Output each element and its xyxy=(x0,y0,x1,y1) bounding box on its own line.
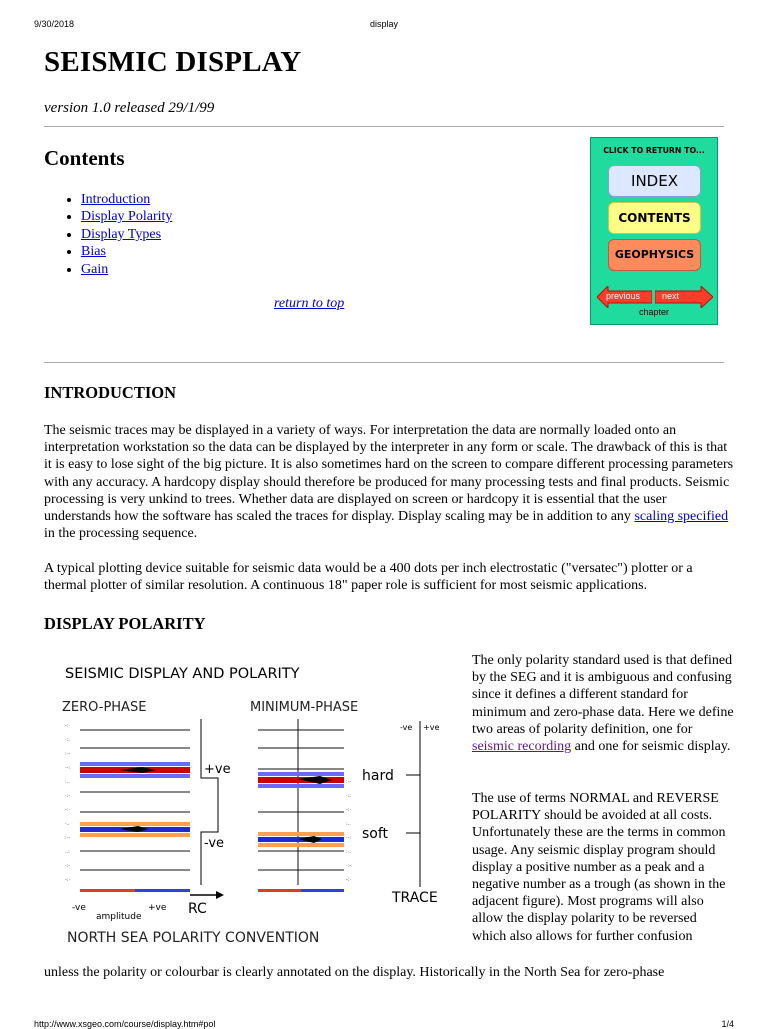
hard-label: hard xyxy=(362,768,394,784)
previous-label: previous xyxy=(606,291,641,301)
trace-label: TRACE xyxy=(392,890,438,906)
rc-label: RC xyxy=(188,901,207,917)
toc-link-bias[interactable]: Bias xyxy=(81,244,106,260)
svg-text::·-: :·- xyxy=(65,835,71,841)
print-url: http://www.xsgeo.com/course/display.htm#pol xyxy=(34,1019,216,1029)
right-arrow-icon xyxy=(216,891,224,899)
svg-text:..:: ..: xyxy=(65,849,70,855)
introduction-paragraph-2: A typical plotting device suitable for seismic data would be a 400 dots per inch electrostatic ("versatec") plotter or a thermal plotter of similar resolution. A continuous 18" paper role is sufficient for most seismic applications. xyxy=(44,561,693,594)
print-date: 9/30/2018 xyxy=(34,19,75,29)
svg-text:-:·: -:· xyxy=(65,877,71,883)
svg-text:·:-: ·:- xyxy=(65,793,71,799)
svg-text:-:·: -:· xyxy=(65,723,71,729)
display-polarity-heading: DISPLAY POLARITY xyxy=(44,614,206,633)
svg-text::·-: :·- xyxy=(65,751,71,757)
print-header xyxy=(0,0,768,29)
trace-minus-label: -ve xyxy=(400,723,413,732)
zero-phase-panel xyxy=(65,719,190,922)
polarity-paragraph-1: The only polarity standard used is that defined by the SEG and it is ambiguous and confusing since it defines a different standard for minimum and zero-phase data. Here we define two areas of polarity definition, one for seismic recording and one for seismic display. xyxy=(472,653,734,755)
introduction-heading: INTRODUCTION xyxy=(44,383,177,402)
geophysics-button[interactable]: GEOPHYSICS xyxy=(608,239,701,271)
svg-text:·:-: ·:- xyxy=(346,863,352,869)
svg-text:·-:: ·-: xyxy=(65,765,71,771)
zero-phase-label: ZERO-PHASE xyxy=(62,700,147,715)
amplitude-label: amplitude xyxy=(96,912,142,922)
table-of-contents xyxy=(44,191,172,278)
chapter-label: chapter xyxy=(638,307,670,317)
svg-text:-:·: -:· xyxy=(346,807,352,813)
colorbar-plus-label: +ve xyxy=(148,903,167,913)
introduction-paragraph-1: The seismic traces may be displayed in a variety of ways. For interpretation the data are normally loaded onto an interpretation workstation so the data can be displayed by the interpreter in any form or scale. The drawback of this is that it is easy to lose sight of the big picture. It is also sometimes hard on the screen to compare different processing parameters with any accuracy. A hardcopy display should therefore be produced for many processing tests and final products. Seismic processing is very unkind to trees. Whether data are displayed on screen or hardcopy it is essential that the user understands how the software has scaled the traces for display. Display scaling may be in addition to any scaling specified in the processing sequence. xyxy=(44,423,734,542)
next-chapter-button[interactable] xyxy=(655,286,713,308)
contents-heading: Contents xyxy=(44,146,125,170)
svg-text::·.: :·. xyxy=(346,849,351,855)
seismic-recording-link[interactable]: seismic recording xyxy=(472,739,572,755)
toc-item xyxy=(81,208,172,225)
trace-plus-label: +ve xyxy=(423,723,440,732)
nav-caption: CLICK TO RETURN TO... xyxy=(603,146,705,155)
minus-ve-label: -ve xyxy=(204,836,225,851)
polarity-bottom-line: unless the polarity or colourbar is clearly annotated on the display. Historically in the North Sea for zero-phase xyxy=(44,965,665,980)
plus-ve-label: +ve xyxy=(204,762,231,777)
svg-text:·..: ·.. xyxy=(65,821,70,827)
next-label: next xyxy=(662,291,680,301)
toc-item xyxy=(81,243,172,260)
minimum-phase-label: MINIMUM-PHASE xyxy=(250,700,359,715)
colorbar-minus-label: -ve xyxy=(72,903,86,913)
soft-label: soft xyxy=(362,826,389,842)
version-note: version 1.0 released 29/1/99 xyxy=(44,100,215,116)
svg-text:·:.: ·:. xyxy=(65,737,70,743)
toc-link-gain[interactable]: Gain xyxy=(81,261,109,277)
svg-text::·-: :·- xyxy=(346,779,352,785)
svg-text:·:.: ·:. xyxy=(346,793,351,799)
toc-link-introduction[interactable]: Introduction xyxy=(81,192,151,207)
page-number: 1/4 xyxy=(721,1019,734,1029)
toc-item xyxy=(81,261,172,278)
svg-text::..: :.. xyxy=(346,821,351,827)
divider xyxy=(44,126,724,127)
svg-text:-:·: -:· xyxy=(65,807,71,813)
toc-link-display-types[interactable]: Display Types xyxy=(81,226,162,242)
figure-caption: NORTH SEA POLARITY CONVENTION xyxy=(67,930,320,946)
polarity-figure xyxy=(58,655,468,955)
index-button[interactable]: INDEX xyxy=(608,165,701,197)
navigation-panel xyxy=(590,137,718,325)
divider xyxy=(44,362,724,363)
figure-title: SEISMIC DISPLAY AND POLARITY xyxy=(65,666,300,682)
page-title: SEISMIC DISPLAY xyxy=(44,46,302,78)
svg-text::..: :.. xyxy=(65,779,70,785)
toc-item xyxy=(81,191,172,208)
svg-text:·:-: ·:- xyxy=(65,863,71,869)
scaling-specified-link[interactable]: scaling specified xyxy=(634,509,729,525)
return-to-top-link[interactable]: return to top xyxy=(274,296,345,311)
svg-text:·-:: ·-: xyxy=(346,835,352,841)
rc-step-curve xyxy=(201,719,218,885)
toc-link-display-polarity[interactable]: Display Polarity xyxy=(81,209,173,225)
print-title: display xyxy=(369,19,398,29)
polarity-paragraph-2: The use of terms NORMAL and REVERSE POLARITY should be avoided at all costs. Unfortunately these are the terms in common usage. Any seismic display program should display a positive number as a peak and a negative number as a trough (as shown in the adjacent figure). Most programs will also allow the display polarity to be reversed which also allows for further confusion xyxy=(472,791,726,944)
toc-item xyxy=(81,226,172,243)
contents-button[interactable]: CONTENTS xyxy=(608,202,701,234)
previous-chapter-button[interactable] xyxy=(597,286,652,308)
svg-text:-:·: -:· xyxy=(346,877,352,883)
minimum-phase-panel xyxy=(258,719,351,892)
